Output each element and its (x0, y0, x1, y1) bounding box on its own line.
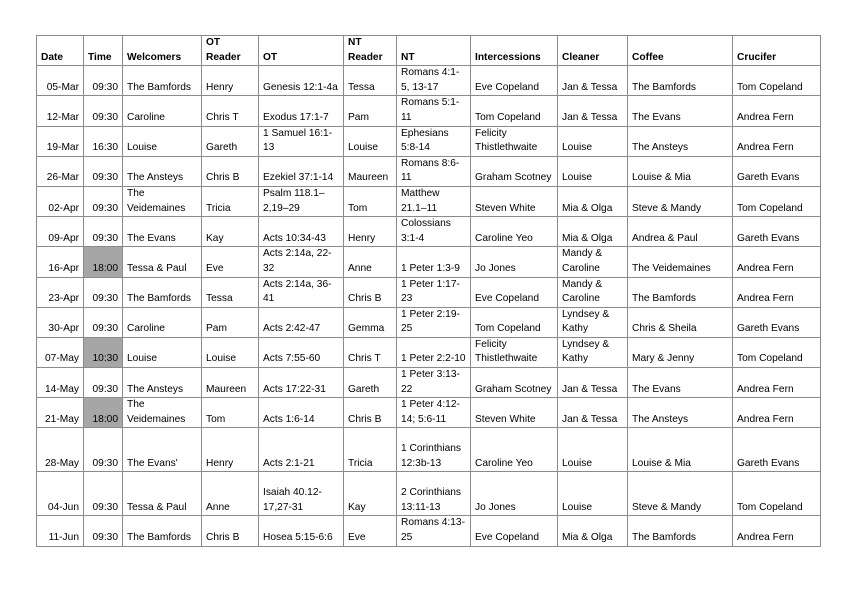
cleaner-cell: Louise (558, 472, 628, 516)
coffee-cell: The Evans (628, 368, 733, 398)
ot-reading-cell: Acts 2:1-21 (259, 428, 344, 472)
time-cell: 09:30 (84, 516, 123, 546)
crucifer-cell: Tom Copeland (733, 66, 821, 96)
table-row (37, 247, 821, 277)
header-welcomers: Welcomers (123, 36, 202, 66)
welcomers-cell: The Evans (123, 217, 202, 247)
cleaner-cell: Jan & Tessa (558, 96, 628, 126)
date-cell: 28-May (37, 428, 84, 472)
coffee-cell: The Bamfords (628, 516, 733, 546)
ot-reader-cell: Henry (202, 428, 259, 472)
intercessions-cell: Eve Copeland (471, 516, 558, 546)
ot-reading-cell: Acts 10:34-43 (259, 217, 344, 247)
nt-reading-cell: 1 Peter 3:13-22 (397, 368, 471, 398)
coffee-cell: Louise & Mia (628, 428, 733, 472)
crucifer-cell: Andrea Fern (733, 247, 821, 277)
intercessions-cell: Graham Scotney (471, 368, 558, 398)
date-cell: 07-May (37, 337, 84, 367)
nt-reader-cell: Tricia (344, 428, 397, 472)
date-cell: 23-Apr (37, 277, 84, 307)
welcomers-cell: Louise (123, 337, 202, 367)
date-cell: 04-Jun (37, 472, 84, 516)
coffee-cell: Mary & Jenny (628, 337, 733, 367)
header-cleaner: Cleaner (558, 36, 628, 66)
cleaner-cell: Mia & Olga (558, 516, 628, 546)
welcomers-cell: Caroline (123, 96, 202, 126)
crucifer-cell: Andrea Fern (733, 126, 821, 156)
table-row (37, 217, 821, 247)
time-cell: 16:30 (84, 126, 123, 156)
nt-reader-cell: Chris B (344, 398, 397, 428)
nt-reading-cell: 1 Peter 2:2-10 (397, 337, 471, 367)
nt-reader-cell: Gareth (344, 368, 397, 398)
welcomers-cell: The Bamfords (123, 277, 202, 307)
cleaner-cell: Jan & Tessa (558, 66, 628, 96)
intercessions-cell: Tom Copeland (471, 307, 558, 337)
nt-reading-cell: Ephesians 5:8-14 (397, 126, 471, 156)
cleaner-cell: Mia & Olga (558, 186, 628, 216)
time-cell: 09:30 (84, 307, 123, 337)
table-row (37, 186, 821, 216)
coffee-cell: Louise & Mia (628, 156, 733, 186)
coffee-cell: The Bamfords (628, 277, 733, 307)
coffee-cell: Chris & Sheila (628, 307, 733, 337)
ot-reading-cell: Acts 7:55-60 (259, 337, 344, 367)
ot-reading-cell: Acts 2:14a, 36-41 (259, 277, 344, 307)
ot-reading-cell: Ezekiel 37:1-14 (259, 156, 344, 186)
ot-reader-cell: Chris T (202, 96, 259, 126)
header-ot: OT (259, 36, 344, 66)
header-intercessions: Intercessions (471, 36, 558, 66)
time-cell: 10:30 (84, 337, 123, 367)
intercessions-cell: Steven White (471, 398, 558, 428)
nt-reading-cell: 2 Corinthians 13:11-13 (397, 472, 471, 516)
header-crucifer: Crucifer (733, 36, 821, 66)
rota-table (36, 35, 821, 547)
nt-reader-cell: Maureen (344, 156, 397, 186)
cleaner-cell: Louise (558, 428, 628, 472)
intercessions-cell: Steven White (471, 186, 558, 216)
nt-reading-cell: Colossians 3:1-4 (397, 217, 471, 247)
ot-reading-cell: Exodus 17:1-7 (259, 96, 344, 126)
crucifer-cell: Tom Copeland (733, 472, 821, 516)
coffee-cell: The Bamfords (628, 66, 733, 96)
time-cell: 18:00 (84, 398, 123, 428)
date-cell: 26-Mar (37, 156, 84, 186)
ot-reader-cell: Tessa (202, 277, 259, 307)
cleaner-cell: Jan & Tessa (558, 368, 628, 398)
intercessions-cell: Felicity Thistlethwaite (471, 126, 558, 156)
date-cell: 30-Apr (37, 307, 84, 337)
nt-reading-cell: Romans 4:13-25 (397, 516, 471, 546)
intercessions-cell: Jo Jones (471, 472, 558, 516)
time-cell: 09:30 (84, 186, 123, 216)
table-row (37, 428, 821, 472)
crucifer-cell: Andrea Fern (733, 368, 821, 398)
nt-reader-cell: Eve (344, 516, 397, 546)
time-cell: 09:30 (84, 217, 123, 247)
crucifer-cell: Gareth Evans (733, 156, 821, 186)
ot-reading-cell: Acts 1:6-14 (259, 398, 344, 428)
ot-reading-cell: Psalm 118.1–2,19–29 (259, 186, 344, 216)
crucifer-cell: Gareth Evans (733, 217, 821, 247)
cleaner-cell: Mandy & Caroline (558, 277, 628, 307)
ot-reading-cell: Acts 2:42-47 (259, 307, 344, 337)
cleaner-cell: Louise (558, 156, 628, 186)
intercessions-cell: Eve Copeland (471, 277, 558, 307)
cleaner-cell: Jan & Tessa (558, 398, 628, 428)
header-coffee: Coffee (628, 36, 733, 66)
crucifer-cell: Tom Copeland (733, 337, 821, 367)
cleaner-cell: Lyndsey & Kathy (558, 337, 628, 367)
date-cell: 19-Mar (37, 126, 84, 156)
coffee-cell: Steve & Mandy (628, 472, 733, 516)
header-ot-reader: OT Reader (202, 36, 259, 66)
coffee-cell: Steve & Mandy (628, 186, 733, 216)
date-cell: 12-Mar (37, 96, 84, 126)
table-row (37, 472, 821, 516)
welcomers-cell: Tessa & Paul (123, 472, 202, 516)
crucifer-cell: Gareth Evans (733, 428, 821, 472)
intercessions-cell: Eve Copeland (471, 66, 558, 96)
cleaner-cell: Louise (558, 126, 628, 156)
table-row (37, 398, 821, 428)
time-cell: 09:30 (84, 368, 123, 398)
ot-reader-cell: Maureen (202, 368, 259, 398)
table-row (37, 96, 821, 126)
nt-reader-cell: Chris B (344, 277, 397, 307)
welcomers-cell: The Bamfords (123, 516, 202, 546)
time-cell: 09:30 (84, 277, 123, 307)
welcomers-cell: The Veidemaines (123, 398, 202, 428)
welcomers-cell: Louise (123, 126, 202, 156)
nt-reading-cell: Matthew 21.1–11 (397, 186, 471, 216)
ot-reader-cell: Gareth (202, 126, 259, 156)
table-row (37, 307, 821, 337)
nt-reading-cell: 1 Peter 1:17-23 (397, 277, 471, 307)
table-row (37, 516, 821, 546)
crucifer-cell: Tom Copeland (733, 186, 821, 216)
nt-reading-cell: Romans 4:1-5, 13-17 (397, 66, 471, 96)
date-cell: 16-Apr (37, 247, 84, 277)
welcomers-cell: The Ansteys (123, 156, 202, 186)
nt-reading-cell: 1 Peter 2:19-25 (397, 307, 471, 337)
cleaner-cell: Mia & Olga (558, 217, 628, 247)
ot-reader-cell: Anne (202, 472, 259, 516)
intercessions-cell: Jo Jones (471, 247, 558, 277)
intercessions-cell: Tom Copeland (471, 96, 558, 126)
ot-reading-cell: Genesis 12:1-4a (259, 66, 344, 96)
rota-body (37, 66, 821, 546)
cleaner-cell: Lyndsey & Kathy (558, 307, 628, 337)
ot-reader-cell: Pam (202, 307, 259, 337)
intercessions-cell: Felicity Thistlethwaite (471, 337, 558, 367)
ot-reading-cell: Acts 2:14a, 22-32 (259, 247, 344, 277)
header-row (37, 36, 821, 66)
nt-reading-cell: 1 Corinthians 12:3b-13 (397, 428, 471, 472)
coffee-cell: The Ansteys (628, 126, 733, 156)
time-cell: 09:30 (84, 428, 123, 472)
crucifer-cell: Andrea Fern (733, 277, 821, 307)
time-cell: 09:30 (84, 156, 123, 186)
table-row (37, 66, 821, 96)
welcomers-cell: Caroline (123, 307, 202, 337)
coffee-cell: The Veidemaines (628, 247, 733, 277)
coffee-cell: The Ansteys (628, 398, 733, 428)
ot-reading-cell: 1 Samuel 16:1-13 (259, 126, 344, 156)
nt-reading-cell: Romans 8:6-11 (397, 156, 471, 186)
crucifer-cell: Andrea Fern (733, 398, 821, 428)
intercessions-cell: Caroline Yeo (471, 217, 558, 247)
intercessions-cell: Caroline Yeo (471, 428, 558, 472)
ot-reader-cell: Chris B (202, 156, 259, 186)
welcomers-cell: Tessa & Paul (123, 247, 202, 277)
crucifer-cell: Andrea Fern (733, 96, 821, 126)
intercessions-cell: Graham Scotney (471, 156, 558, 186)
ot-reader-cell: Henry (202, 66, 259, 96)
crucifer-cell: Gareth Evans (733, 307, 821, 337)
nt-reader-cell: Kay (344, 472, 397, 516)
time-cell: 09:30 (84, 66, 123, 96)
welcomers-cell: The Ansteys (123, 368, 202, 398)
table-row (37, 126, 821, 156)
ot-reading-cell: Acts 17:22-31 (259, 368, 344, 398)
header-date: Date (37, 36, 84, 66)
date-cell: 05-Mar (37, 66, 84, 96)
nt-reader-cell: Chris T (344, 337, 397, 367)
crucifer-cell: Andrea Fern (733, 516, 821, 546)
table-row (37, 156, 821, 186)
table-row (37, 337, 821, 367)
welcomers-cell: The Evans' (123, 428, 202, 472)
table-row (37, 368, 821, 398)
ot-reader-cell: Louise (202, 337, 259, 367)
table-row (37, 277, 821, 307)
nt-reader-cell: Anne (344, 247, 397, 277)
time-cell: 09:30 (84, 96, 123, 126)
welcomers-cell: The Veidemaines (123, 186, 202, 216)
ot-reader-cell: Kay (202, 217, 259, 247)
coffee-cell: Andrea & Paul (628, 217, 733, 247)
nt-reading-cell: 1 Peter 1:3-9 (397, 247, 471, 277)
ot-reader-cell: Chris B (202, 516, 259, 546)
date-cell: 11-Jun (37, 516, 84, 546)
header-time: Time (84, 36, 123, 66)
date-cell: 21-May (37, 398, 84, 428)
nt-reader-cell: Louise (344, 126, 397, 156)
cleaner-cell: Mandy & Caroline (558, 247, 628, 277)
nt-reader-cell: Henry (344, 217, 397, 247)
nt-reader-cell: Gemma (344, 307, 397, 337)
nt-reader-cell: Tom (344, 186, 397, 216)
date-cell: 02-Apr (37, 186, 84, 216)
ot-reader-cell: Eve (202, 247, 259, 277)
nt-reading-cell: 1 Peter 4:12-14; 5:6-11 (397, 398, 471, 428)
welcomers-cell: The Bamfords (123, 66, 202, 96)
ot-reader-cell: Tricia (202, 186, 259, 216)
date-cell: 14-May (37, 368, 84, 398)
header-nt: NT (397, 36, 471, 66)
time-cell: 09:30 (84, 472, 123, 516)
coffee-cell: The Evans (628, 96, 733, 126)
ot-reading-cell: Isaiah 40.12-17,27-31 (259, 472, 344, 516)
nt-reader-cell: Pam (344, 96, 397, 126)
ot-reading-cell: Hosea 5:15-6:6 (259, 516, 344, 546)
nt-reader-cell: Tessa (344, 66, 397, 96)
header-nt-reader: NT Reader (344, 36, 397, 66)
ot-reader-cell: Tom (202, 398, 259, 428)
time-cell: 18:00 (84, 247, 123, 277)
nt-reading-cell: Romans 5:1-11 (397, 96, 471, 126)
date-cell: 09-Apr (37, 217, 84, 247)
